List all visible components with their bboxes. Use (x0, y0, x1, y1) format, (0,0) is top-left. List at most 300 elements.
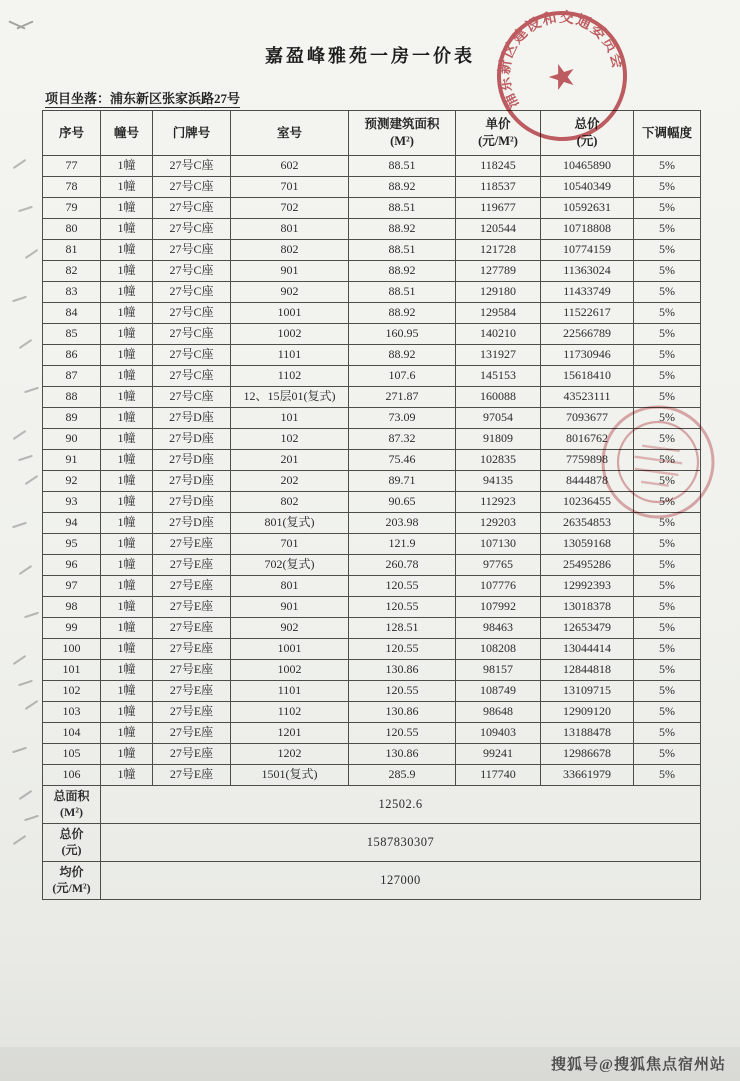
table-row (43, 429, 701, 450)
table-cell: 102835 (456, 450, 541, 471)
table-cell: 27号E座 (153, 723, 231, 744)
table-row (43, 198, 701, 219)
table-cell: 27号E座 (153, 702, 231, 723)
table-cell: 1102 (231, 702, 349, 723)
table-cell: 5% (634, 723, 701, 744)
table-cell: 12992393 (541, 576, 634, 597)
table-cell: 1幢 (101, 534, 153, 555)
pencil-mark (19, 790, 33, 800)
table-cell: 104 (43, 723, 101, 744)
table-cell: 27号E座 (153, 555, 231, 576)
pencil-mark (25, 249, 39, 259)
table-cell: 120544 (456, 219, 541, 240)
pencil-squiggle (8, 20, 34, 32)
table-cell: 130.86 (349, 660, 456, 681)
table-row (43, 303, 701, 324)
table-cell: 13059168 (541, 534, 634, 555)
table-cell: 1幢 (101, 765, 153, 786)
table-cell: 1幢 (101, 282, 153, 303)
pencil-mark (19, 565, 33, 575)
table-row (43, 240, 701, 261)
table-cell: 902 (231, 282, 349, 303)
table-cell: 80 (43, 219, 101, 240)
table-cell: 602 (231, 156, 349, 177)
table-cell: 128.51 (349, 618, 456, 639)
table-cell: 1幢 (101, 471, 153, 492)
table-cell: 260.78 (349, 555, 456, 576)
table-cell: 1幢 (101, 702, 153, 723)
table-cell: 107992 (456, 597, 541, 618)
table-cell: 5% (634, 660, 701, 681)
pencil-mark (24, 612, 39, 619)
table-cell: 5% (634, 324, 701, 345)
table-cell: 10774159 (541, 240, 634, 261)
table-row (43, 408, 701, 429)
table-cell: 1幢 (101, 156, 153, 177)
table-cell: 1501(复式) (231, 765, 349, 786)
table-cell: 5% (634, 597, 701, 618)
table-cell: 1幢 (101, 303, 153, 324)
table-cell: 27号C座 (153, 282, 231, 303)
pencil-mark (13, 655, 27, 665)
table-row (43, 156, 701, 177)
table-cell: 5% (634, 198, 701, 219)
table-cell: 130.86 (349, 702, 456, 723)
table-cell: 1幢 (101, 681, 153, 702)
column-header: 门牌号 (153, 111, 231, 156)
table-cell: 27号C座 (153, 366, 231, 387)
table-cell: 101 (231, 408, 349, 429)
table-cell: 1201 (231, 723, 349, 744)
table-cell: 93 (43, 492, 101, 513)
table-cell: 203.98 (349, 513, 456, 534)
table-cell: 802 (231, 492, 349, 513)
table-cell: 79 (43, 198, 101, 219)
column-header: 下调幅度 (634, 111, 701, 156)
table-cell: 701 (231, 177, 349, 198)
table-cell: 5% (634, 744, 701, 765)
table-cell: 89.71 (349, 471, 456, 492)
table-cell: 118537 (456, 177, 541, 198)
table-cell: 88 (43, 387, 101, 408)
table-cell: 118245 (456, 156, 541, 177)
table-cell: 5% (634, 219, 701, 240)
summary-value: 1587830307 (101, 824, 701, 862)
table-cell: 102 (231, 429, 349, 450)
column-header: 序号 (43, 111, 101, 156)
table-cell: 11363024 (541, 261, 634, 282)
table-body (43, 156, 701, 786)
table-cell: 5% (634, 492, 701, 513)
star-icon: ★ (542, 55, 583, 100)
table-cell: 97054 (456, 408, 541, 429)
pencil-mark (18, 680, 33, 687)
table-cell: 1幢 (101, 618, 153, 639)
table-cell: 99241 (456, 744, 541, 765)
table-row (43, 639, 701, 660)
table-cell: 107130 (456, 534, 541, 555)
table-cell: 85 (43, 324, 101, 345)
table-cell: 90.65 (349, 492, 456, 513)
summary-row (43, 786, 701, 824)
column-header: 幢号 (101, 111, 153, 156)
pencil-mark (25, 475, 39, 485)
table-cell: 10718808 (541, 219, 634, 240)
table-cell: 27号E座 (153, 618, 231, 639)
table-cell: 121.9 (349, 534, 456, 555)
table-cell: 131927 (456, 345, 541, 366)
table-cell: 120.55 (349, 639, 456, 660)
table-cell: 12909120 (541, 702, 634, 723)
table-cell: 11522617 (541, 303, 634, 324)
column-header: 室号 (231, 111, 349, 156)
table-cell: 5% (634, 555, 701, 576)
table-cell: 1幢 (101, 513, 153, 534)
pencil-mark (25, 700, 39, 710)
table-cell: 27号E座 (153, 744, 231, 765)
table-cell: 98 (43, 597, 101, 618)
table-cell: 78 (43, 177, 101, 198)
summary-label: 总面积 (M²) (43, 786, 101, 824)
table-cell: 88.92 (349, 177, 456, 198)
table-cell: 7093677 (541, 408, 634, 429)
table-row (43, 282, 701, 303)
table-cell: 13188478 (541, 723, 634, 744)
summary-label: 总价 (元) (43, 824, 101, 862)
table-cell: 7759898 (541, 450, 634, 471)
table-cell: 103 (43, 702, 101, 723)
project-location-text: 项目坐落：浦东新区张家浜路27号 (45, 91, 241, 106)
table-cell: 98157 (456, 660, 541, 681)
table-cell: 120.55 (349, 723, 456, 744)
column-header: 总价 (元) (541, 111, 634, 156)
table-cell: 88.51 (349, 156, 456, 177)
table-cell: 73.09 (349, 408, 456, 429)
table-cell: 90 (43, 429, 101, 450)
table-cell: 5% (634, 261, 701, 282)
table-cell: 5% (634, 366, 701, 387)
table-cell: 1幢 (101, 660, 153, 681)
table-cell: 120.55 (349, 597, 456, 618)
table-cell: 88.51 (349, 282, 456, 303)
table-cell: 129584 (456, 303, 541, 324)
table-cell: 801(复式) (231, 513, 349, 534)
pencil-mark (12, 296, 27, 303)
table-cell: 27号D座 (153, 408, 231, 429)
pencil-mark (24, 815, 39, 822)
table-row (43, 597, 701, 618)
table-row (43, 387, 701, 408)
table-cell: 201 (231, 450, 349, 471)
table-cell: 10540349 (541, 177, 634, 198)
table-cell: 1幢 (101, 555, 153, 576)
table-cell: 1002 (231, 324, 349, 345)
summary-row (43, 862, 701, 900)
table-cell: 1幢 (101, 429, 153, 450)
table-cell: 5% (634, 387, 701, 408)
table-cell: 27号E座 (153, 534, 231, 555)
table-cell: 89 (43, 408, 101, 429)
price-table (42, 110, 701, 900)
table-cell: 5% (634, 513, 701, 534)
table-cell: 88.92 (349, 303, 456, 324)
table-head-row (43, 111, 701, 156)
table-cell: 1幢 (101, 576, 153, 597)
table-cell: 13109715 (541, 681, 634, 702)
table-cell: 1001 (231, 303, 349, 324)
table-cell: 97 (43, 576, 101, 597)
table-cell: 108749 (456, 681, 541, 702)
table-cell: 88.51 (349, 240, 456, 261)
table-cell: 1幢 (101, 366, 153, 387)
table-cell: 120.55 (349, 576, 456, 597)
table-cell: 27号E座 (153, 576, 231, 597)
table-cell: 901 (231, 261, 349, 282)
table-row (43, 702, 701, 723)
table-cell: 96 (43, 555, 101, 576)
pencil-mark (12, 747, 27, 754)
pencil-mark (13, 159, 27, 169)
table-cell: 202 (231, 471, 349, 492)
table-cell: 22566789 (541, 324, 634, 345)
table-cell: 27号C座 (153, 177, 231, 198)
page-title: 嘉盈峰雅苑一房一价表 (265, 46, 475, 66)
table-cell: 701 (231, 534, 349, 555)
table-cell: 10465890 (541, 156, 634, 177)
table-cell: 5% (634, 702, 701, 723)
table-cell: 11730946 (541, 345, 634, 366)
pencil-mark (19, 339, 33, 349)
table-cell: 27号D座 (153, 450, 231, 471)
table-cell: 1幢 (101, 597, 153, 618)
table-cell: 27号C座 (153, 324, 231, 345)
table-cell: 1002 (231, 660, 349, 681)
table-cell: 98648 (456, 702, 541, 723)
table-cell: 27号E座 (153, 660, 231, 681)
table-cell: 33661979 (541, 765, 634, 786)
table-cell: 27号D座 (153, 513, 231, 534)
table-cell: 108208 (456, 639, 541, 660)
table-cell: 5% (634, 534, 701, 555)
table-cell: 140210 (456, 324, 541, 345)
table-row (43, 618, 701, 639)
table-cell: 5% (634, 681, 701, 702)
project-location (45, 88, 740, 107)
table-cell: 1101 (231, 681, 349, 702)
table-cell: 271.87 (349, 387, 456, 408)
table-cell: 130.86 (349, 744, 456, 765)
table-row (43, 660, 701, 681)
table-cell: 27号D座 (153, 492, 231, 513)
table-cell: 88.92 (349, 219, 456, 240)
table-cell: 13018378 (541, 597, 634, 618)
table-cell: 127789 (456, 261, 541, 282)
table-cell: 12、15层01(复式) (231, 387, 349, 408)
table-cell: 112923 (456, 492, 541, 513)
table-cell: 27号C座 (153, 303, 231, 324)
table-cell: 82 (43, 261, 101, 282)
table-cell: 12653479 (541, 618, 634, 639)
table-row (43, 681, 701, 702)
table-cell: 25495286 (541, 555, 634, 576)
table-cell: 801 (231, 576, 349, 597)
table-cell: 92 (43, 471, 101, 492)
table-row (43, 471, 701, 492)
table-cell: 100 (43, 639, 101, 660)
table-cell: 1幢 (101, 324, 153, 345)
table-cell: 121728 (456, 240, 541, 261)
table-row (43, 450, 701, 471)
table-cell: 1幢 (101, 744, 153, 765)
table-row (43, 765, 701, 786)
table-cell: 1幢 (101, 240, 153, 261)
table-cell: 5% (634, 345, 701, 366)
table-cell: 8444878 (541, 471, 634, 492)
table-cell: 43523111 (541, 387, 634, 408)
table-cell: 1幢 (101, 261, 153, 282)
pencil-mark (24, 387, 39, 394)
table-cell: 88.92 (349, 261, 456, 282)
table-cell: 27号C座 (153, 261, 231, 282)
table-cell: 5% (634, 429, 701, 450)
table-cell: 27号E座 (153, 681, 231, 702)
table-cell: 27号E座 (153, 597, 231, 618)
table-cell: 285.9 (349, 765, 456, 786)
table-cell: 27号C座 (153, 345, 231, 366)
table-cell: 91809 (456, 429, 541, 450)
table-row (43, 534, 701, 555)
table-cell: 5% (634, 408, 701, 429)
table-cell: 27号C座 (153, 156, 231, 177)
table-cell: 107776 (456, 576, 541, 597)
table-cell: 1101 (231, 345, 349, 366)
table-row (43, 177, 701, 198)
table-cell: 27号C座 (153, 198, 231, 219)
table-cell: 1202 (231, 744, 349, 765)
table-cell: 26354853 (541, 513, 634, 534)
table-cell: 8016762 (541, 429, 634, 450)
table-cell: 83 (43, 282, 101, 303)
table-cell: 87.32 (349, 429, 456, 450)
table-cell: 106 (43, 765, 101, 786)
table-cell: 5% (634, 240, 701, 261)
table-cell: 1幢 (101, 198, 153, 219)
table-cell: 101 (43, 660, 101, 681)
table-cell: 27号D座 (153, 471, 231, 492)
table-cell: 15618410 (541, 366, 634, 387)
table-cell: 5% (634, 639, 701, 660)
table-cell: 95 (43, 534, 101, 555)
table-row (43, 324, 701, 345)
table-cell: 129180 (456, 282, 541, 303)
table-cell: 1001 (231, 639, 349, 660)
table-cell: 98463 (456, 618, 541, 639)
table-cell: 1幢 (101, 177, 153, 198)
table-cell: 27号D座 (153, 429, 231, 450)
table-cell: 13044414 (541, 639, 634, 660)
table-cell: 160.95 (349, 324, 456, 345)
table-cell: 12844818 (541, 660, 634, 681)
pencil-mark (18, 455, 33, 462)
summary-value: 127000 (101, 862, 701, 900)
table-row (43, 366, 701, 387)
table-cell: 5% (634, 576, 701, 597)
pencil-mark (13, 430, 27, 440)
pencil-mark (12, 522, 27, 529)
column-header: 预测建筑面积 (M²) (349, 111, 456, 156)
table-cell: 102 (43, 681, 101, 702)
table-cell: 5% (634, 303, 701, 324)
table-cell: 88.51 (349, 198, 456, 219)
table-row (43, 723, 701, 744)
table-cell: 5% (634, 177, 701, 198)
table-cell: 129203 (456, 513, 541, 534)
table-cell: 1幢 (101, 219, 153, 240)
table-cell: 1幢 (101, 450, 153, 471)
table-cell: 801 (231, 219, 349, 240)
table-cell: 5% (634, 282, 701, 303)
table-cell: 11433749 (541, 282, 634, 303)
table-cell: 81 (43, 240, 101, 261)
table-cell: 91 (43, 450, 101, 471)
table-cell: 5% (634, 450, 701, 471)
table-cell: 97765 (456, 555, 541, 576)
table-cell: 1102 (231, 366, 349, 387)
table-cell: 1幢 (101, 639, 153, 660)
table-cell: 119677 (456, 198, 541, 219)
table-cell: 109403 (456, 723, 541, 744)
table-cell: 84 (43, 303, 101, 324)
table-cell: 902 (231, 618, 349, 639)
table-footer (43, 786, 701, 900)
table-cell: 160088 (456, 387, 541, 408)
table-row (43, 555, 701, 576)
table-cell: 75.46 (349, 450, 456, 471)
table-cell: 10592631 (541, 198, 634, 219)
table-cell: 27号E座 (153, 639, 231, 660)
table-cell: 99 (43, 618, 101, 639)
table-row (43, 513, 701, 534)
table-cell: 94 (43, 513, 101, 534)
table-row (43, 744, 701, 765)
table-cell: 10236455 (541, 492, 634, 513)
table-cell: 27号E座 (153, 765, 231, 786)
table-cell: 1幢 (101, 345, 153, 366)
table-cell: 12986678 (541, 744, 634, 765)
table-cell: 702 (231, 198, 349, 219)
seal-ring-text: 浦东新区建设和交通委员会 (496, 9, 626, 111)
table-row (43, 345, 701, 366)
table-cell: 77 (43, 156, 101, 177)
table-cell: 5% (634, 765, 701, 786)
table-cell: 117740 (456, 765, 541, 786)
table-header (43, 111, 701, 156)
table-row (43, 219, 701, 240)
table-cell: 86 (43, 345, 101, 366)
watermark-text: 搜狐号@搜狐焦点宿州站 (551, 1057, 726, 1073)
table-cell: 27号C座 (153, 387, 231, 408)
table-cell: 702(复式) (231, 555, 349, 576)
pencil-mark (18, 206, 33, 213)
table-cell: 94135 (456, 471, 541, 492)
table-row (43, 576, 701, 597)
table-cell: 5% (634, 156, 701, 177)
table-cell: 145153 (456, 366, 541, 387)
table-row (43, 261, 701, 282)
table-cell: 87 (43, 366, 101, 387)
table-cell: 88.92 (349, 345, 456, 366)
summary-row (43, 824, 701, 862)
